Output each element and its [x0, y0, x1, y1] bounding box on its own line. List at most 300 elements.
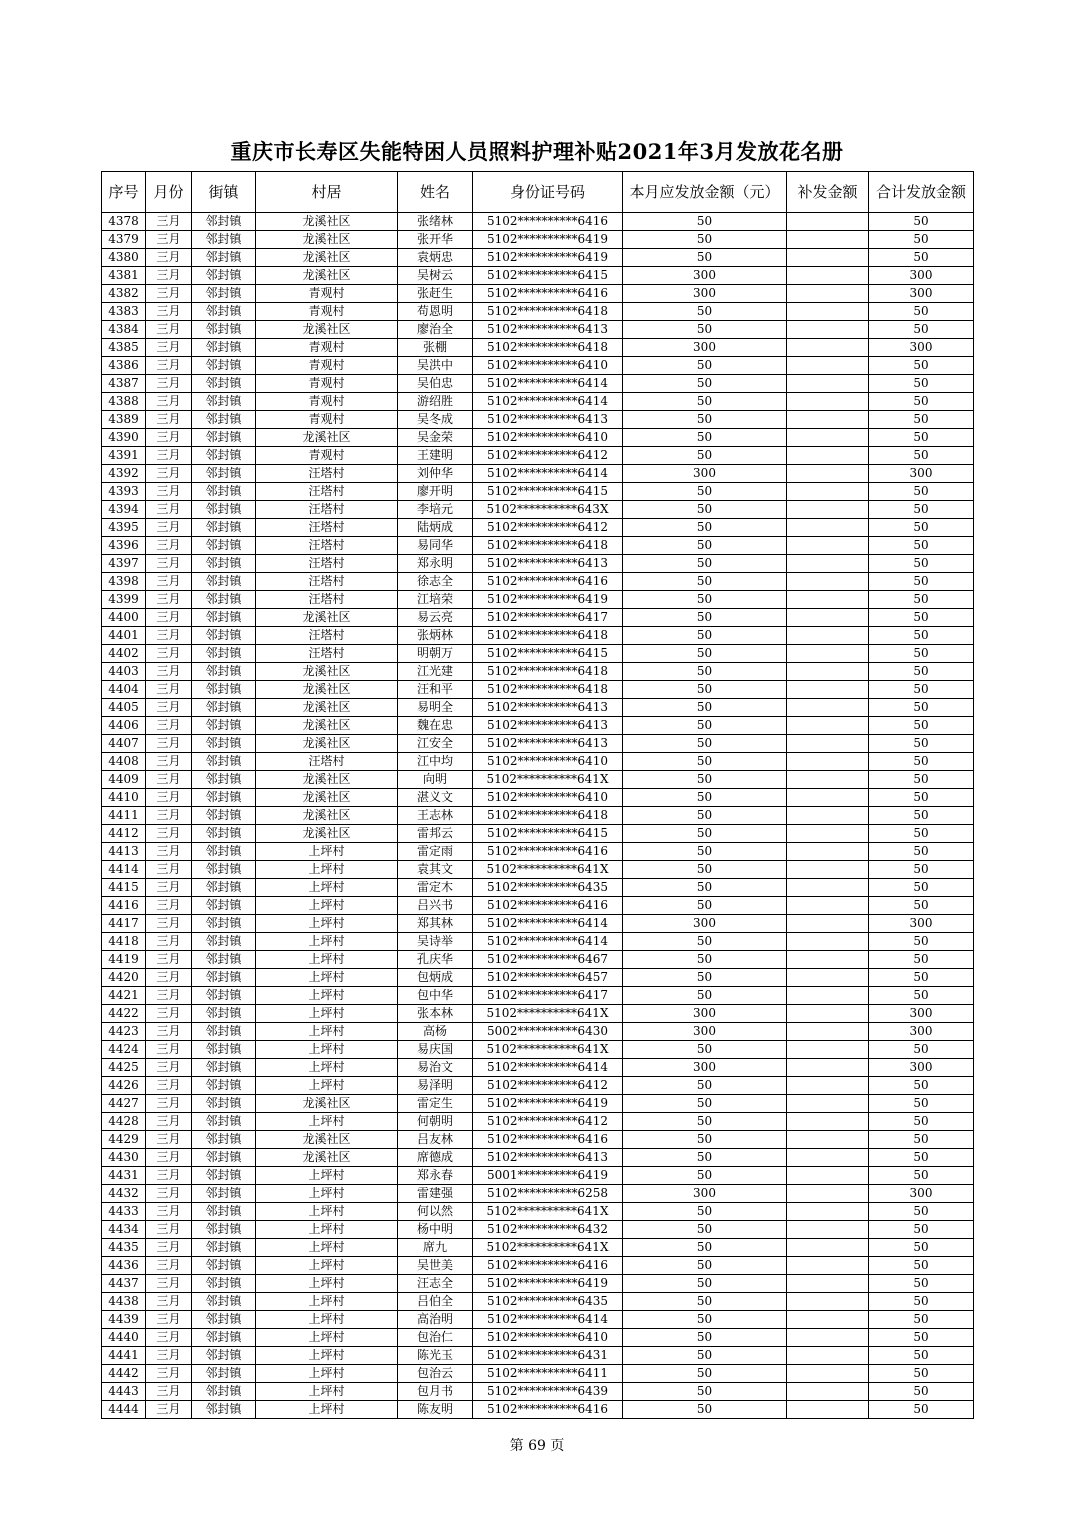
- cell-seq: 4423: [102, 1023, 146, 1041]
- cell-monthly-amount: 300: [623, 1023, 787, 1041]
- cell-village: 上坪村: [256, 951, 398, 969]
- cell-seq: 4424: [102, 1041, 146, 1059]
- cell-supplement-amount: [787, 861, 869, 879]
- cell-village: 上坪村: [256, 1185, 398, 1203]
- table-row: [102, 1041, 974, 1059]
- cell-town: 邻封镇: [192, 573, 256, 591]
- cell-supplement-amount: [787, 357, 869, 375]
- cell-total-amount: 50: [869, 1041, 974, 1059]
- cell-seq: 4403: [102, 663, 146, 681]
- cell-id-number: 5102**********641X: [473, 771, 623, 789]
- cell-name: 何以然: [398, 1203, 473, 1221]
- cell-town: 邻封镇: [192, 609, 256, 627]
- cell-village: 青观村: [256, 357, 398, 375]
- table-row: [102, 609, 974, 627]
- cell-id-number: 5102**********6417: [473, 609, 623, 627]
- cell-seq: 4434: [102, 1221, 146, 1239]
- cell-total-amount: 300: [869, 1023, 974, 1041]
- table-row: [102, 465, 974, 483]
- cell-town: 邻封镇: [192, 951, 256, 969]
- cell-name: 陈光玉: [398, 1347, 473, 1365]
- cell-month: 三月: [146, 1095, 192, 1113]
- cell-total-amount: 300: [869, 1185, 974, 1203]
- cell-id-number: 5102**********641X: [473, 1005, 623, 1023]
- table-row: [102, 501, 974, 519]
- table-row: [102, 321, 974, 339]
- cell-village: 汪塔村: [256, 519, 398, 537]
- table-row: [102, 231, 974, 249]
- cell-name: 张本林: [398, 1005, 473, 1023]
- cell-seq: 4443: [102, 1383, 146, 1401]
- header-village: 村居: [256, 172, 398, 213]
- table-row: [102, 357, 974, 375]
- cell-monthly-amount: 50: [623, 1221, 787, 1239]
- cell-total-amount: 50: [869, 1329, 974, 1347]
- table-row: [102, 573, 974, 591]
- cell-name: 王建明: [398, 447, 473, 465]
- cell-id-number: 5102**********6435: [473, 1293, 623, 1311]
- cell-id-number: 5102**********641X: [473, 1041, 623, 1059]
- cell-town: 邻封镇: [192, 1275, 256, 1293]
- cell-month: 三月: [146, 1293, 192, 1311]
- cell-id-number: 5102**********6415: [473, 645, 623, 663]
- cell-id-number: 5102**********6414: [473, 1059, 623, 1077]
- cell-village: 汪塔村: [256, 591, 398, 609]
- table-row: [102, 1059, 974, 1077]
- cell-name: 包治云: [398, 1365, 473, 1383]
- cell-supplement-amount: [787, 447, 869, 465]
- cell-id-number: 5102**********641X: [473, 1203, 623, 1221]
- cell-village: 龙溪社区: [256, 825, 398, 843]
- cell-id-number: 5102**********6414: [473, 375, 623, 393]
- cell-monthly-amount: 50: [623, 591, 787, 609]
- cell-seq: 4430: [102, 1149, 146, 1167]
- cell-monthly-amount: 50: [623, 231, 787, 249]
- cell-id-number: 5102**********6413: [473, 321, 623, 339]
- cell-month: 三月: [146, 429, 192, 447]
- cell-town: 邻封镇: [192, 645, 256, 663]
- cell-name: 张炳林: [398, 627, 473, 645]
- cell-id-number: 5102**********6457: [473, 969, 623, 987]
- cell-month: 三月: [146, 789, 192, 807]
- cell-monthly-amount: 50: [623, 1275, 787, 1293]
- cell-village: 龙溪社区: [256, 699, 398, 717]
- cell-town: 邻封镇: [192, 231, 256, 249]
- cell-id-number: 5102**********6419: [473, 231, 623, 249]
- cell-supplement-amount: [787, 249, 869, 267]
- cell-village: 上坪村: [256, 987, 398, 1005]
- cell-monthly-amount: 50: [623, 951, 787, 969]
- cell-monthly-amount: 50: [623, 213, 787, 231]
- cell-town: 邻封镇: [192, 555, 256, 573]
- cell-monthly-amount: 50: [623, 681, 787, 699]
- cell-name: 刘仲华: [398, 465, 473, 483]
- cell-id-number: 5102**********6414: [473, 393, 623, 411]
- cell-seq: 4431: [102, 1167, 146, 1185]
- table-row: [102, 393, 974, 411]
- cell-month: 三月: [146, 1167, 192, 1185]
- cell-supplement-amount: [787, 591, 869, 609]
- cell-month: 三月: [146, 1329, 192, 1347]
- cell-village: 汪塔村: [256, 465, 398, 483]
- cell-monthly-amount: 50: [623, 1329, 787, 1347]
- cell-supplement-amount: [787, 267, 869, 285]
- cell-total-amount: 50: [869, 609, 974, 627]
- cell-month: 三月: [146, 933, 192, 951]
- cell-village: 青观村: [256, 339, 398, 357]
- cell-village: 青观村: [256, 375, 398, 393]
- cell-month: 三月: [146, 843, 192, 861]
- cell-id-number: 5102**********6418: [473, 627, 623, 645]
- cell-seq: 4420: [102, 969, 146, 987]
- cell-seq: 4442: [102, 1365, 146, 1383]
- cell-town: 邻封镇: [192, 1005, 256, 1023]
- cell-seq: 4404: [102, 681, 146, 699]
- cell-town: 邻封镇: [192, 1365, 256, 1383]
- cell-id-number: 5102**********6410: [473, 753, 623, 771]
- table-row: [102, 1095, 974, 1113]
- cell-monthly-amount: 50: [623, 501, 787, 519]
- cell-month: 三月: [146, 1041, 192, 1059]
- cell-supplement-amount: [787, 1221, 869, 1239]
- cell-monthly-amount: 50: [623, 1203, 787, 1221]
- cell-town: 邻封镇: [192, 1347, 256, 1365]
- cell-total-amount: 300: [869, 285, 974, 303]
- cell-id-number: 5102**********6418: [473, 303, 623, 321]
- cell-total-amount: 50: [869, 1167, 974, 1185]
- cell-id-number: 5102**********6414: [473, 933, 623, 951]
- table-row: [102, 249, 974, 267]
- cell-monthly-amount: 50: [623, 1311, 787, 1329]
- cell-month: 三月: [146, 303, 192, 321]
- cell-supplement-amount: [787, 789, 869, 807]
- cell-name: 雷建强: [398, 1185, 473, 1203]
- cell-month: 三月: [146, 321, 192, 339]
- cell-seq: 4418: [102, 933, 146, 951]
- cell-supplement-amount: [787, 1401, 869, 1419]
- cell-total-amount: 50: [869, 249, 974, 267]
- cell-village: 青观村: [256, 303, 398, 321]
- table-row: [102, 987, 974, 1005]
- cell-supplement-amount: [787, 1113, 869, 1131]
- table-row: [102, 843, 974, 861]
- cell-village: 龙溪社区: [256, 681, 398, 699]
- cell-seq: 4428: [102, 1113, 146, 1131]
- cell-town: 邻封镇: [192, 411, 256, 429]
- cell-village: 上坪村: [256, 1077, 398, 1095]
- cell-village: 上坪村: [256, 1023, 398, 1041]
- cell-town: 邻封镇: [192, 1257, 256, 1275]
- table-row: [102, 1401, 974, 1419]
- cell-month: 三月: [146, 231, 192, 249]
- table-row: [102, 1077, 974, 1095]
- cell-monthly-amount: 50: [623, 1401, 787, 1419]
- table-row: [102, 645, 974, 663]
- cell-total-amount: 50: [869, 375, 974, 393]
- cell-village: 上坪村: [256, 1203, 398, 1221]
- cell-monthly-amount: 50: [623, 1239, 787, 1257]
- cell-total-amount: 300: [869, 465, 974, 483]
- cell-supplement-amount: [787, 1347, 869, 1365]
- cell-village: 龙溪社区: [256, 735, 398, 753]
- cell-village: 龙溪社区: [256, 321, 398, 339]
- table-row: [102, 591, 974, 609]
- cell-village: 汪塔村: [256, 573, 398, 591]
- cell-name: 包月书: [398, 1383, 473, 1401]
- cell-total-amount: 50: [869, 1347, 974, 1365]
- cell-supplement-amount: [787, 627, 869, 645]
- cell-name: 王志林: [398, 807, 473, 825]
- cell-town: 邻封镇: [192, 897, 256, 915]
- cell-total-amount: 50: [869, 1221, 974, 1239]
- cell-name: 包炳成: [398, 969, 473, 987]
- cell-total-amount: 50: [869, 1257, 974, 1275]
- cell-supplement-amount: [787, 735, 869, 753]
- cell-name: 湛义文: [398, 789, 473, 807]
- cell-seq: 4426: [102, 1077, 146, 1095]
- cell-town: 邻封镇: [192, 825, 256, 843]
- cell-name: 雷定雨: [398, 843, 473, 861]
- cell-name: 郑永春: [398, 1167, 473, 1185]
- cell-town: 邻封镇: [192, 1149, 256, 1167]
- cell-total-amount: 50: [869, 1401, 974, 1419]
- cell-town: 邻封镇: [192, 483, 256, 501]
- cell-supplement-amount: [787, 951, 869, 969]
- roster-table: [101, 171, 974, 1419]
- cell-village: 龙溪社区: [256, 267, 398, 285]
- cell-total-amount: 50: [869, 1311, 974, 1329]
- cell-town: 邻封镇: [192, 393, 256, 411]
- cell-supplement-amount: [787, 1311, 869, 1329]
- cell-total-amount: 50: [869, 231, 974, 249]
- cell-village: 上坪村: [256, 1401, 398, 1419]
- cell-village: 青观村: [256, 447, 398, 465]
- cell-total-amount: 50: [869, 825, 974, 843]
- cell-name: 孔庆华: [398, 951, 473, 969]
- table-row: [102, 1293, 974, 1311]
- cell-village: 上坪村: [256, 1329, 398, 1347]
- cell-total-amount: 50: [869, 717, 974, 735]
- cell-town: 邻封镇: [192, 1131, 256, 1149]
- cell-supplement-amount: [787, 1041, 869, 1059]
- cell-monthly-amount: 50: [623, 573, 787, 591]
- cell-total-amount: 50: [869, 1131, 974, 1149]
- cell-seq: 4401: [102, 627, 146, 645]
- cell-town: 邻封镇: [192, 339, 256, 357]
- cell-town: 邻封镇: [192, 1113, 256, 1131]
- cell-supplement-amount: [787, 681, 869, 699]
- cell-name: 吕伯全: [398, 1293, 473, 1311]
- cell-id-number: 5102**********6410: [473, 1329, 623, 1347]
- cell-village: 龙溪社区: [256, 609, 398, 627]
- cell-supplement-amount: [787, 393, 869, 411]
- cell-id-number: 5102**********6413: [473, 735, 623, 753]
- cell-total-amount: 50: [869, 357, 974, 375]
- cell-month: 三月: [146, 483, 192, 501]
- cell-name: 郑永明: [398, 555, 473, 573]
- cell-month: 三月: [146, 1239, 192, 1257]
- cell-monthly-amount: 50: [623, 1383, 787, 1401]
- cell-month: 三月: [146, 1365, 192, 1383]
- cell-name: 易庆国: [398, 1041, 473, 1059]
- cell-total-amount: 50: [869, 627, 974, 645]
- cell-seq: 4417: [102, 915, 146, 933]
- cell-month: 三月: [146, 951, 192, 969]
- cell-seq: 4398: [102, 573, 146, 591]
- cell-supplement-amount: [787, 969, 869, 987]
- cell-name: 吴诗举: [398, 933, 473, 951]
- cell-town: 邻封镇: [192, 879, 256, 897]
- table-row: [102, 483, 974, 501]
- cell-seq: 4391: [102, 447, 146, 465]
- cell-month: 三月: [146, 735, 192, 753]
- cell-supplement-amount: [787, 537, 869, 555]
- cell-village: 上坪村: [256, 1059, 398, 1077]
- cell-village: 上坪村: [256, 969, 398, 987]
- cell-town: 邻封镇: [192, 1239, 256, 1257]
- cell-month: 三月: [146, 1221, 192, 1239]
- cell-village: 龙溪社区: [256, 663, 398, 681]
- cell-id-number: 5102**********6419: [473, 1095, 623, 1113]
- cell-total-amount: 50: [869, 555, 974, 573]
- cell-village: 龙溪社区: [256, 213, 398, 231]
- cell-month: 三月: [146, 609, 192, 627]
- cell-supplement-amount: [787, 1077, 869, 1095]
- cell-supplement-amount: [787, 1149, 869, 1167]
- cell-seq: 4385: [102, 339, 146, 357]
- cell-supplement-amount: [787, 231, 869, 249]
- cell-id-number: 5102**********6435: [473, 879, 623, 897]
- cell-month: 三月: [146, 1113, 192, 1131]
- cell-monthly-amount: 300: [623, 267, 787, 285]
- cell-town: 邻封镇: [192, 699, 256, 717]
- cell-month: 三月: [146, 861, 192, 879]
- cell-supplement-amount: [787, 663, 869, 681]
- cell-monthly-amount: 50: [623, 933, 787, 951]
- table-row: [102, 1023, 974, 1041]
- cell-total-amount: 300: [869, 1005, 974, 1023]
- cell-id-number: 5102**********6431: [473, 1347, 623, 1365]
- table-row: [102, 825, 974, 843]
- cell-town: 邻封镇: [192, 285, 256, 303]
- cell-name: 高杨: [398, 1023, 473, 1041]
- cell-seq: 4381: [102, 267, 146, 285]
- cell-town: 邻封镇: [192, 1059, 256, 1077]
- cell-monthly-amount: 50: [623, 879, 787, 897]
- cell-total-amount: 300: [869, 339, 974, 357]
- cell-name: 游绍胜: [398, 393, 473, 411]
- cell-month: 三月: [146, 771, 192, 789]
- cell-supplement-amount: [787, 1131, 869, 1149]
- header-monthly-amount: 本月应发放金额（元）: [623, 172, 787, 213]
- cell-village: 龙溪社区: [256, 789, 398, 807]
- cell-monthly-amount: 50: [623, 1347, 787, 1365]
- table-row: [102, 879, 974, 897]
- cell-name: 廖开明: [398, 483, 473, 501]
- cell-supplement-amount: [787, 501, 869, 519]
- cell-id-number: 5102**********6418: [473, 537, 623, 555]
- cell-town: 邻封镇: [192, 789, 256, 807]
- cell-town: 邻封镇: [192, 735, 256, 753]
- cell-name: 张赶生: [398, 285, 473, 303]
- cell-monthly-amount: 300: [623, 285, 787, 303]
- cell-id-number: 5102**********6414: [473, 1311, 623, 1329]
- cell-town: 邻封镇: [192, 681, 256, 699]
- cell-monthly-amount: 50: [623, 1095, 787, 1113]
- cell-supplement-amount: [787, 375, 869, 393]
- cell-id-number: 5102**********6419: [473, 1275, 623, 1293]
- cell-month: 三月: [146, 1059, 192, 1077]
- cell-supplement-amount: [787, 573, 869, 591]
- cell-seq: 4382: [102, 285, 146, 303]
- table-row: [102, 1131, 974, 1149]
- cell-total-amount: 50: [869, 501, 974, 519]
- cell-town: 邻封镇: [192, 1095, 256, 1113]
- cell-total-amount: 50: [869, 645, 974, 663]
- cell-total-amount: 50: [869, 1275, 974, 1293]
- cell-total-amount: 50: [869, 789, 974, 807]
- cell-monthly-amount: 50: [623, 1167, 787, 1185]
- table-row: [102, 681, 974, 699]
- cell-supplement-amount: [787, 1275, 869, 1293]
- cell-town: 邻封镇: [192, 303, 256, 321]
- cell-id-number: 5102**********6415: [473, 825, 623, 843]
- cell-town: 邻封镇: [192, 501, 256, 519]
- cell-id-number: 5102**********6412: [473, 1113, 623, 1131]
- cell-seq: 4412: [102, 825, 146, 843]
- cell-seq: 4427: [102, 1095, 146, 1113]
- cell-village: 上坪村: [256, 1383, 398, 1401]
- cell-village: 上坪村: [256, 1257, 398, 1275]
- cell-id-number: 5102**********6419: [473, 249, 623, 267]
- cell-town: 邻封镇: [192, 465, 256, 483]
- table-row: [102, 663, 974, 681]
- table-row: [102, 969, 974, 987]
- cell-name: 向明: [398, 771, 473, 789]
- cell-seq: 4413: [102, 843, 146, 861]
- cell-month: 三月: [146, 1185, 192, 1203]
- table-row: [102, 627, 974, 645]
- cell-village: 上坪村: [256, 1293, 398, 1311]
- cell-month: 三月: [146, 393, 192, 411]
- cell-month: 三月: [146, 879, 192, 897]
- cell-seq: 4444: [102, 1401, 146, 1419]
- cell-month: 三月: [146, 807, 192, 825]
- cell-total-amount: 50: [869, 987, 974, 1005]
- cell-name: 汪志全: [398, 1275, 473, 1293]
- cell-village: 龙溪社区: [256, 807, 398, 825]
- cell-town: 邻封镇: [192, 771, 256, 789]
- cell-total-amount: 50: [869, 735, 974, 753]
- cell-id-number: 5102**********6417: [473, 987, 623, 1005]
- cell-name: 雷邦云: [398, 825, 473, 843]
- cell-name: 袁其文: [398, 861, 473, 879]
- page-number: 第 69 页: [509, 1438, 565, 1454]
- cell-supplement-amount: [787, 933, 869, 951]
- cell-month: 三月: [146, 1383, 192, 1401]
- cell-town: 邻封镇: [192, 447, 256, 465]
- cell-supplement-amount: [787, 1059, 869, 1077]
- table-row: [102, 789, 974, 807]
- cell-month: 三月: [146, 573, 192, 591]
- table-row: [102, 375, 974, 393]
- cell-total-amount: 300: [869, 915, 974, 933]
- page-title: 重庆市长寿区失能特困人员照料护理补贴2021年3月发放花名册: [230, 139, 844, 164]
- cell-total-amount: 50: [869, 483, 974, 501]
- table-row: [102, 1275, 974, 1293]
- cell-month: 三月: [146, 1131, 192, 1149]
- cell-village: 上坪村: [256, 879, 398, 897]
